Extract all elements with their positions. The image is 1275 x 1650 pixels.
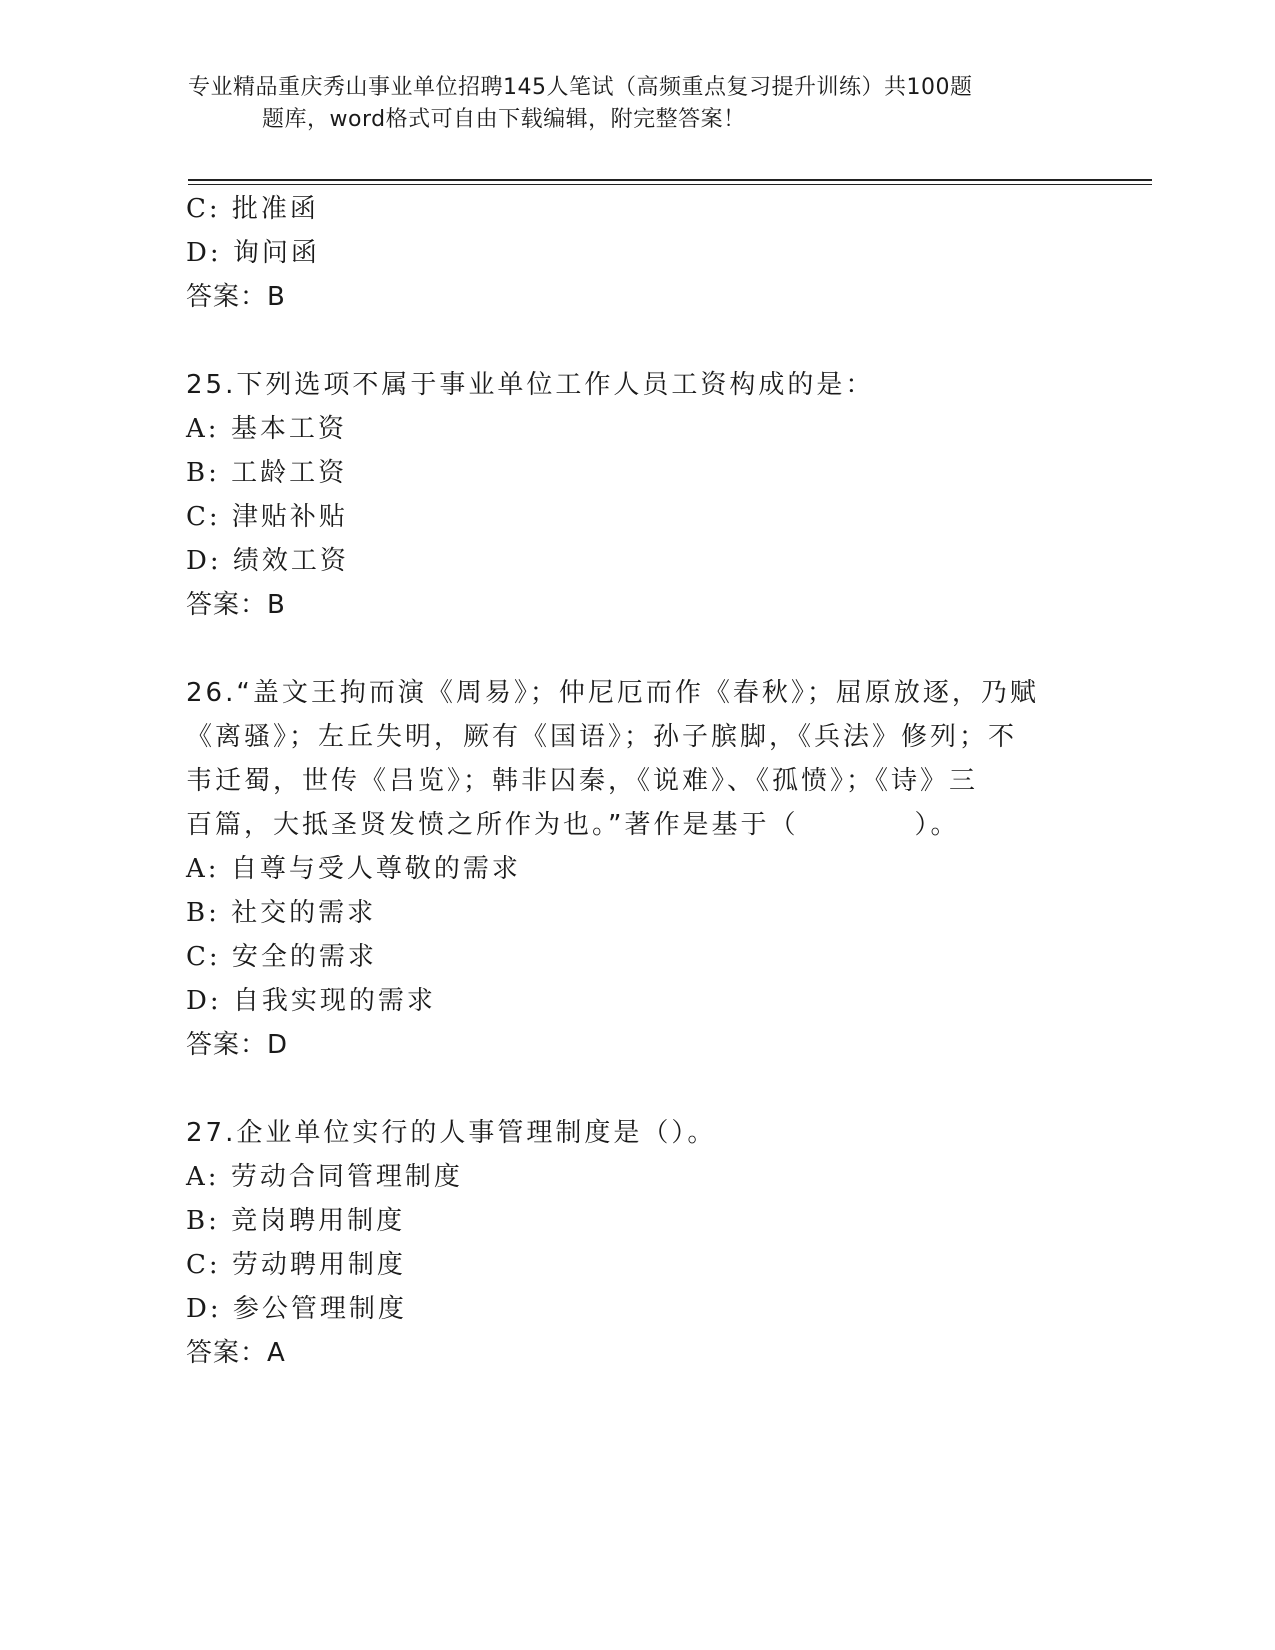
option-a: A: 自尊与受人尊敬的需求 <box>186 854 521 884</box>
answer: 答案：A <box>186 1338 286 1368</box>
header-rule-thick <box>188 179 1152 181</box>
option-c: C: 批准函 <box>186 194 319 224</box>
option-a: A: 基本工资 <box>186 414 347 444</box>
option-c: C: 劳动聘用制度 <box>186 1250 406 1280</box>
answer: 答案：B <box>186 282 286 312</box>
question-26-stem-line-4: 百篇，大抵圣贤发愤之所作为也。”著作是基于（ ）。 <box>186 810 960 840</box>
option-c: C: 津贴补贴 <box>186 502 348 532</box>
question-26-stem-line-3: 韦迁蜀，世传《吕览》；韩非囚秦，《说难》、《孤愤》；《诗》三 <box>186 766 979 796</box>
option-d: D: 询问函 <box>186 238 320 268</box>
question-25-stem: 25.下列选项不属于事业单位工作人员工资构成的是： <box>186 370 875 400</box>
option-a: A: 劳动合同管理制度 <box>186 1162 463 1192</box>
question-26-stem-line-2: 《离骚》；左丘失明，厥有《国语》；孙子膑脚，《兵法》修列；不 <box>186 722 1018 752</box>
header-rule-thin <box>188 184 1152 185</box>
option-d: D: 绩效工资 <box>186 546 349 576</box>
document-header <box>188 72 1068 136</box>
answer: 答案：D <box>186 1030 289 1060</box>
option-b: B: 社交的需求 <box>186 898 377 928</box>
header-title-line-2: 题库，word格式可自由下载编辑，附完整答案！ <box>262 107 746 132</box>
option-b: B: 竞岗聘用制度 <box>186 1206 406 1236</box>
answer: 答案：B <box>186 590 286 620</box>
option-b: B: 工龄工资 <box>186 458 348 488</box>
option-d: D: 自我实现的需求 <box>186 986 436 1016</box>
header-title-line-1: 专业精品重庆秀山事业单位招聘145人笔试（高频重点复习提升训练）共100题 <box>188 75 973 100</box>
question-27-stem: 27.企业单位实行的人事管理制度是（）。 <box>186 1118 717 1148</box>
option-c: C: 安全的需求 <box>186 942 377 972</box>
question-26-stem-line-1: 26.“盖文王拘而演《周易》；仲尼厄而作《春秋》；屈原放逐，乃赋 <box>186 678 1039 708</box>
option-d: D: 参公管理制度 <box>186 1294 407 1324</box>
